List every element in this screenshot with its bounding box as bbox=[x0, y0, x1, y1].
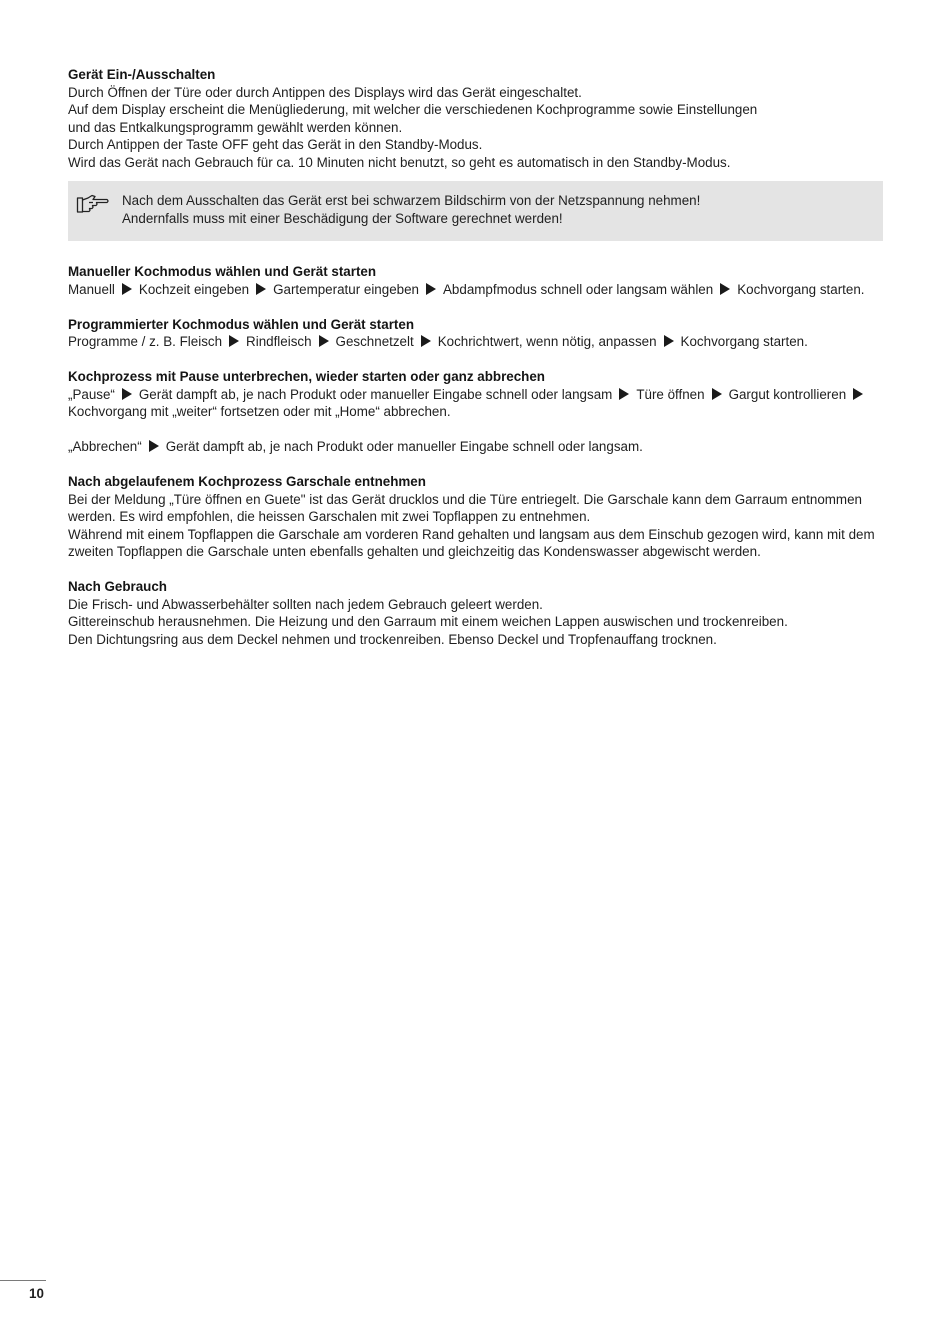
section-program-mode bbox=[68, 316, 883, 351]
step: Gerät dampft ab, je nach Produkt oder manueller Eingabe schnell oder langsam bbox=[138, 386, 613, 402]
text-line: Durch Öffnen der Türe oder durch Antippen des Displays wird das Gerät eingeschaltet. bbox=[68, 84, 582, 100]
arrow-right-icon bbox=[619, 388, 629, 400]
section-heading: Kochprozess mit Pause unterbrechen, wieder starten oder ganz abbrechen bbox=[68, 369, 545, 384]
step: „Abbrechen“ bbox=[68, 439, 142, 454]
text-line: Den Dichtungsring aus dem Deckel nehmen und trockenreiben. Ebenso Deckel und Tropfenauffang trocknen. bbox=[68, 631, 717, 647]
step-sequence bbox=[68, 281, 883, 299]
note-line: Nach dem Ausschalten das Gerät erst bei schwarzem Bildschirm von der Netzspannung nehmen! bbox=[122, 193, 701, 208]
step: Kochvorgang starten. bbox=[737, 281, 865, 297]
text-line: Die Frisch- und Abwasserbehälter sollten nach jedem Gebrauch geleert werden. bbox=[68, 596, 543, 612]
step: Türe öffnen bbox=[636, 386, 705, 402]
arrow-right-icon bbox=[664, 335, 674, 347]
step: Abdampfmodus schnell oder langsam wählen bbox=[443, 281, 714, 297]
step: „Pause“ bbox=[68, 386, 115, 402]
abort-sequence bbox=[68, 438, 883, 456]
section-pause bbox=[68, 368, 883, 456]
warning-note bbox=[68, 181, 883, 241]
paragraph: Während mit einem Topflappen die Garschale am vorderen Rand gehalten und langsam aus dem Einschub gezogen wird, kann mit dem zweiten Topflappen die Garschale unten ebenfalls gehalten und gleichzeitig das Kondenswasser abgewischt werden. bbox=[68, 526, 875, 559]
section-remove-tray bbox=[68, 473, 883, 561]
page-number: 10 bbox=[29, 1286, 44, 1301]
arrow-right-icon bbox=[712, 388, 722, 400]
step: Kochrichtwert, wenn nötig, anpassen bbox=[437, 334, 657, 349]
step: Gartemperatur eingeben bbox=[273, 281, 419, 297]
section-manual-mode bbox=[68, 263, 883, 298]
step: Kochzeit eingeben bbox=[138, 281, 250, 297]
step: Programme / z. B. Fleisch bbox=[68, 334, 223, 349]
manual-page bbox=[68, 66, 883, 666]
section-heading: Gerät Ein-/Ausschalten bbox=[68, 67, 216, 82]
step: Rindfleisch bbox=[246, 334, 312, 349]
arrow-right-icon bbox=[853, 388, 863, 400]
arrow-right-icon bbox=[122, 388, 132, 400]
paragraph: Bei der Meldung „Türe öffnen en Guete" ist das Gerät drucklos und die Türe entriegelt. Die Garschale kann dem Garraum entnommen werden. Es wird empfohlen, die heissen Garschalen mit zwei Topflappen zu entnehmen. bbox=[68, 491, 862, 524]
step: Geschnetzelt bbox=[335, 334, 414, 349]
text-line: Auf dem Display erscheint die Menügliederung, mit welcher die verschiedenen Kochprogramme sowie Einstellungen bbox=[68, 102, 758, 117]
step: Kochvorgang starten. bbox=[680, 334, 808, 349]
step-sequence bbox=[68, 333, 883, 351]
text-line: und das Entkalkungsprogramm gewählt werden können. bbox=[68, 119, 403, 135]
arrow-right-icon bbox=[149, 440, 159, 452]
text-line: Wird das Gerät nach Gebrauch für ca. 10 Minuten nicht benutzt, so geht es automatisch in den Standby-Modus. bbox=[68, 154, 731, 170]
section-heading: Nach Gebrauch bbox=[68, 579, 167, 594]
text-line: Durch Antippen der Taste OFF geht das Gerät in den Standby-Modus. bbox=[68, 137, 483, 152]
pointing-hand-icon bbox=[76, 193, 110, 215]
step-sequence bbox=[68, 386, 883, 404]
footer-rule bbox=[0, 1280, 46, 1281]
arrow-right-icon bbox=[122, 283, 132, 295]
section-heading: Nach abgelaufenem Kochprozess Garschale entnehmen bbox=[68, 474, 426, 489]
step: Manuell bbox=[68, 281, 115, 297]
arrow-right-icon bbox=[256, 283, 266, 295]
note-line: Andernfalls muss mit einer Beschädigung der Software gerechnet werden! bbox=[122, 210, 563, 226]
arrow-right-icon bbox=[319, 335, 329, 347]
arrow-right-icon bbox=[720, 283, 730, 295]
step: Gerät dampft ab, je nach Produkt oder manueller Eingabe schnell oder langsam. bbox=[165, 439, 643, 454]
section-heading: Programmierter Kochmodus wählen und Gerät starten bbox=[68, 316, 414, 332]
arrow-right-icon bbox=[421, 335, 431, 347]
step: Gargut kontrollieren bbox=[728, 386, 847, 402]
text-line: Gittereinschub herausnehmen. Die Heizung und den Garraum mit einem weichen Lappen auswischen und trockenreiben. bbox=[68, 614, 788, 629]
arrow-right-icon bbox=[426, 283, 436, 295]
section-after-use bbox=[68, 578, 883, 648]
section-power bbox=[68, 66, 883, 171]
arrow-right-icon bbox=[229, 335, 239, 347]
text-line: Kochvorgang mit „weiter“ fortsetzen oder mit „Home“ abbrechen. bbox=[68, 404, 451, 419]
section-heading: Manueller Kochmodus wählen und Gerät starten bbox=[68, 264, 377, 279]
